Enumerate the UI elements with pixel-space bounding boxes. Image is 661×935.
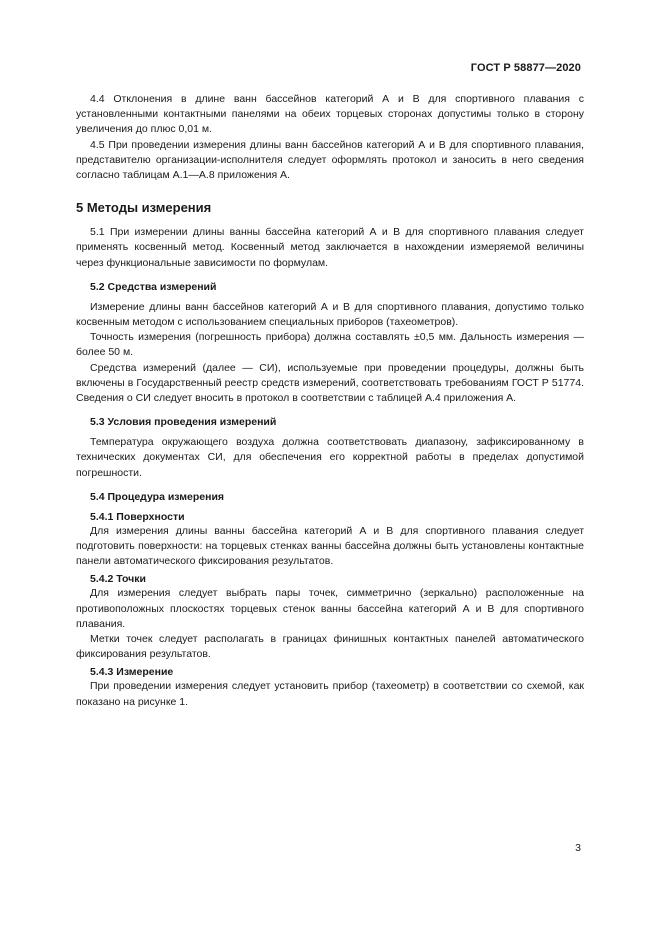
paragraph-5-2-2: Точность измерения (погрешность прибора) должна составлять ±0,5 мм. Дальность измерения — более 50 м. (76, 331, 584, 359)
paragraph-5-3-1: Температура окружающего воздуха должна соответствовать диапазону, зафиксированному в технических документах СИ, для обеспечения его корректной работы в пределах допустимой погрешности. (76, 436, 584, 479)
paragraph-4-5: 4.5 При проведении измерения длины ванн бассейнов категорий А и В для спортивного плавания, представителю организации-исполнителя следует оформлять протокол и заносить в него сведения согласно таблицам А.1—А.8 приложения А. (76, 138, 584, 182)
section-5-4-3-title: 5.4.3 Измерение (90, 666, 174, 679)
page-body (76, 92, 584, 710)
paragraph-5-4-2-b: Метки точек следует располагать в границах финишных контактных панелей автоматического фиксирования результатов. (76, 633, 584, 661)
section-5-4-title: 5.4 Процедура измерения (90, 490, 225, 503)
document-standard-id: ГОСТ Р 58877—2020 (470, 62, 581, 74)
paragraph-5-2-1: Измерение длины ванн бассейнов категорий А и В для спортивного плавания, допустимо только косвенным методом с использованием специальных приборов (тахеометров). (76, 300, 584, 329)
section-5-4-2-title: 5.4.2 Точки (90, 573, 146, 586)
paragraph-5-2-3: Средства измерений (далее — СИ), используемые при проведении процедуры, должны быть включены в Государственный реестр средств измерений, соответствовать требованиям ГОСТ Р 51774. Сведения о СИ следует вносить в протокол в соответствии с таблицей А.4 приложения А. (76, 361, 584, 405)
section-5-2-title: 5.2 Средства измерений (90, 280, 217, 293)
paragraph-4-4: 4.4 Отклонения в длине ванн бассейнов категорий А и В для спортивного плавания с установленными контактными панелями на обеих торцевых сторонах допустимы только в сторону увеличения до плюс 0,01 м. (76, 93, 584, 136)
paragraph-5-1: 5.1 При измерении длины ванны бассейна категорий А и В для спортивного плавания следует применять косвенный метод. Косвенный метод заключается в нахождении измеряемой величины через функциональные зависимости по формулам. (76, 226, 584, 269)
paragraph-5-4-1: Для измерения длины ванны бассейна категорий А и В для спортивного плавания следует подготовить поверхности: на торцевых стенках ванны бассейна должны быть установлены контактные панели автоматического фиксирования результатов. (76, 524, 584, 568)
page-number: 3 (575, 842, 581, 854)
paragraph-5-4-3: При проведении измерения следует установить прибор (тахеометр) в соответствии со схемой, как показано на рисунке 1. (76, 680, 584, 708)
section-5-3-title: 5.3 Условия проведения измерений (90, 416, 277, 429)
section-5-title: 5 Методы измерения (76, 200, 212, 216)
section-5-4-1-title: 5.4.1 Поверхности (90, 510, 185, 523)
paragraph-5-4-2-a: Для измерения следует выбрать пары точек, симметрично (зеркально) расположенные на противоположных плоскостях торцевых стенок ванны бассейна категорий А и В для спортивного плавания. (76, 587, 584, 630)
